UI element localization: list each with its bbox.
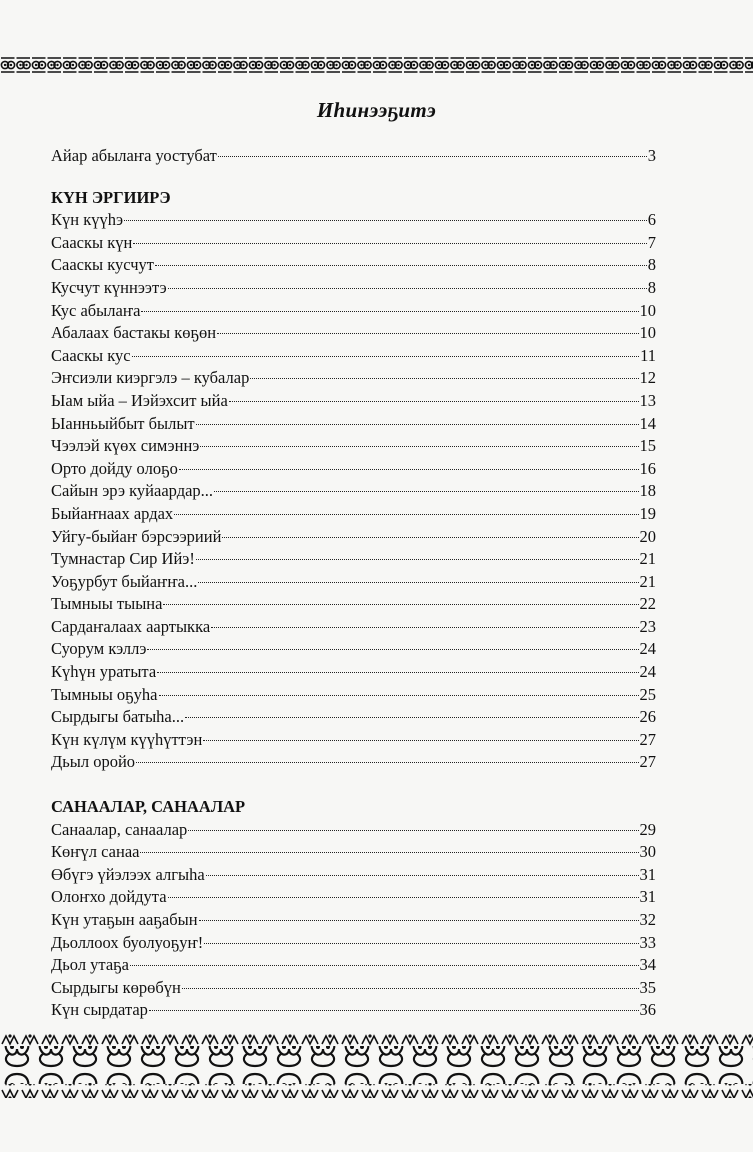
dot-leader [229, 401, 639, 402]
toc-entry [51, 684, 656, 707]
toc-entry [51, 638, 656, 661]
toc-entry-title: Айар абылаҥа уостубат [51, 146, 217, 165]
toc-entry-page: 10 [639, 300, 656, 320]
toc-entry-title: Сайын эрэ куйаардар... [51, 481, 214, 501]
toc-entry-page: 25 [639, 684, 656, 704]
dot-leader [133, 243, 646, 244]
toc-entry-title: Өбүгэ үйэлээх алгыһа [51, 864, 205, 884]
toc-entry [51, 954, 656, 977]
toc-entry-title: Тымныы оҕуһа [51, 684, 158, 704]
toc-entry [51, 548, 656, 571]
dot-leader [147, 649, 638, 650]
toc-entry [51, 729, 656, 752]
toc-entry-page: 31 [639, 887, 656, 907]
toc-entry-title: Чээлэй күөх симэннэ [51, 436, 200, 456]
toc-entry-page: 13 [639, 390, 656, 410]
toc-entry-title: Суорум кэллэ [51, 639, 147, 659]
toc-entry [51, 367, 656, 390]
toc-entry [51, 345, 656, 368]
toc-entry-page: 33 [639, 932, 656, 952]
dot-leader [222, 537, 638, 538]
dot-leader [211, 627, 638, 628]
toc-entry-page: 20 [639, 526, 656, 546]
toc-entry [51, 390, 656, 413]
toc-entry [51, 661, 656, 684]
toc-entry-page: 35 [639, 977, 656, 997]
toc-entry-title: Олоҥхо дойдута [51, 887, 167, 907]
toc-entry-title: Көҥүл санаа [51, 842, 140, 862]
toc-entry [51, 706, 656, 729]
toc-entry-page: 21 [639, 549, 656, 569]
toc-entry [51, 254, 656, 277]
toc-entry-title: Дьыл оройо [51, 752, 136, 772]
dot-leader [196, 424, 639, 425]
toc-entry-page: 27 [639, 729, 656, 749]
toc-entry-title: Эҥсиэли киэргэлэ – кубалар [51, 368, 250, 388]
toc-entry [51, 232, 656, 255]
dot-leader [168, 288, 647, 289]
toc-entry [51, 571, 656, 594]
toc-entry [51, 503, 656, 526]
toc-entry-page: 15 [639, 436, 656, 456]
toc-entry [51, 526, 656, 549]
dot-leader [200, 446, 638, 447]
dot-leader [155, 265, 647, 266]
toc-entry-page: 34 [639, 955, 656, 975]
dot-leader [250, 378, 638, 379]
toc-entry-page: 32 [639, 910, 656, 929]
toc-entry [51, 864, 656, 887]
toc-entry-title: Күн сырдатар [51, 1000, 148, 1020]
toc-entry [51, 886, 656, 909]
toc-entry-title: Сааскы кус [51, 345, 131, 365]
toc-entry-page: 30 [639, 842, 656, 862]
toc-entry-page: 16 [639, 458, 656, 478]
toc-entry-page: 24 [639, 639, 656, 659]
dot-leader [140, 852, 638, 853]
dot-leader [199, 920, 639, 921]
toc-entry-title: Уйгу-быйаҥ бэрсээриий [51, 526, 222, 546]
toc-entry [51, 322, 656, 345]
toc-entry-title: Санаалар, санаалар [51, 819, 188, 839]
section-heading: КҮН ЭРГИИРЭ [51, 187, 171, 207]
page-title: Иһинээҕитэ [316, 98, 437, 122]
dot-leader [159, 695, 639, 696]
toc-entry-title: Ыанньыйбыт былыт [51, 413, 195, 433]
toc-entry-title: Абалаах бастакы көҕөн [51, 323, 217, 343]
toc-entry-page: 23 [639, 616, 656, 636]
toc-entry-page: 26 [639, 707, 656, 727]
toc-entry-page: 36 [639, 1000, 656, 1020]
toc-entry-title: Күн күлүм күүһүттэн [51, 729, 203, 749]
toc-entry-page: 14 [639, 413, 656, 433]
toc-entry [51, 932, 656, 955]
toc-entry-title: Тумнастар Сир Ийэ! [51, 549, 195, 569]
toc-entry-title: Күһүн уратыта [51, 662, 157, 682]
toc-entry-title: Дьоллоох буолуоҕуҥ! [51, 932, 204, 952]
toc-entry-page: 8 [647, 277, 656, 297]
toc-entry-title: Уоҕурбут быйаҥҥа... [51, 571, 198, 591]
table-of-contents [51, 145, 656, 1022]
dot-leader [214, 491, 638, 492]
toc-intro [51, 145, 656, 168]
dot-leader [130, 965, 639, 966]
dot-leader [188, 830, 638, 831]
toc-entry-page: 22 [639, 594, 656, 614]
dot-leader [196, 559, 639, 560]
toc-entry-title: Тымныы тыына [51, 594, 163, 614]
toc-entry [51, 593, 656, 616]
toc-entry [51, 977, 656, 1000]
toc-entry [51, 480, 656, 503]
toc-entry [51, 751, 656, 774]
dot-leader [168, 897, 639, 898]
dot-leader [179, 469, 639, 470]
toc-entry-title: Кусчут күннээтэ [51, 277, 167, 297]
toc-entry-page: 7 [647, 232, 656, 252]
dot-leader [204, 943, 638, 944]
toc-entry-title: Күн күүһэ [51, 210, 124, 230]
toc-entry-title: Быйаҥнаах ардах [51, 503, 174, 523]
toc-entry-title: Сардаҥалаах аартыкка [51, 616, 211, 636]
dot-leader [141, 311, 638, 312]
toc-entry-title: Сааскы күн [51, 232, 133, 252]
dot-leader [136, 762, 638, 763]
toc-entry-title: Дьол утаҕа [51, 955, 129, 975]
section-heading: САНААЛАР, САНААЛАР [51, 797, 246, 817]
toc-entry-title: Кус абылаҥа [51, 300, 141, 320]
toc-entry [51, 277, 656, 300]
toc-sections [51, 187, 656, 1022]
toc-entry-page: 8 [647, 255, 656, 275]
dot-leader [132, 356, 640, 357]
bottom-ornament-border [0, 1032, 753, 1098]
dot-leader [206, 875, 639, 876]
toc-entry-page: 11 [640, 345, 656, 365]
toc-entry [51, 841, 656, 864]
toc-entry-page: 12 [639, 368, 656, 388]
toc-entry-page: 19 [639, 503, 656, 523]
dot-leader [203, 740, 638, 741]
top-ornament-border [0, 54, 753, 76]
dot-leader [149, 1010, 639, 1011]
dot-leader [218, 156, 647, 157]
toc-entry [51, 209, 656, 232]
dot-leader [163, 604, 638, 605]
toc-entry [51, 300, 656, 323]
toc-entry [51, 413, 656, 436]
toc-entry [51, 435, 656, 458]
dot-leader [157, 672, 638, 673]
toc-entry-page: 21 [639, 571, 656, 591]
toc-entry [51, 458, 656, 481]
toc-entry [51, 999, 656, 1022]
toc-entry [51, 145, 656, 168]
dot-leader [174, 514, 638, 515]
toc-entry [51, 616, 656, 639]
toc-entry-page: 29 [639, 819, 656, 839]
dot-leader [124, 220, 647, 221]
toc-entry-page: 24 [639, 662, 656, 682]
dot-leader [198, 582, 638, 583]
toc-entry-page: 31 [639, 864, 656, 884]
toc-entry-title: Күн утаҕын ааҕабын [51, 910, 198, 929]
toc-entry-page: 3 [647, 146, 656, 165]
toc-entry-title: Ыам ыйа – Иэйэхсит ыйа [51, 390, 228, 410]
toc-entry-page: 27 [639, 752, 656, 772]
toc-entry-page: 18 [639, 481, 656, 501]
toc-entry-title: Орто дойду олоҕо [51, 458, 178, 478]
toc-entry-page: 10 [639, 323, 656, 343]
toc-entry [51, 819, 656, 842]
toc-entry-page: 6 [647, 210, 656, 230]
toc-entry-title: Сырдыгы батыһа... [51, 707, 185, 727]
toc-entry-title: Сааскы кусчут [51, 255, 154, 275]
dot-leader [182, 988, 639, 989]
toc-entry [51, 909, 656, 932]
toc-entry-title: Сырдыгы көрөбүн [51, 977, 181, 997]
dot-leader [217, 333, 638, 334]
dot-leader [185, 717, 638, 718]
